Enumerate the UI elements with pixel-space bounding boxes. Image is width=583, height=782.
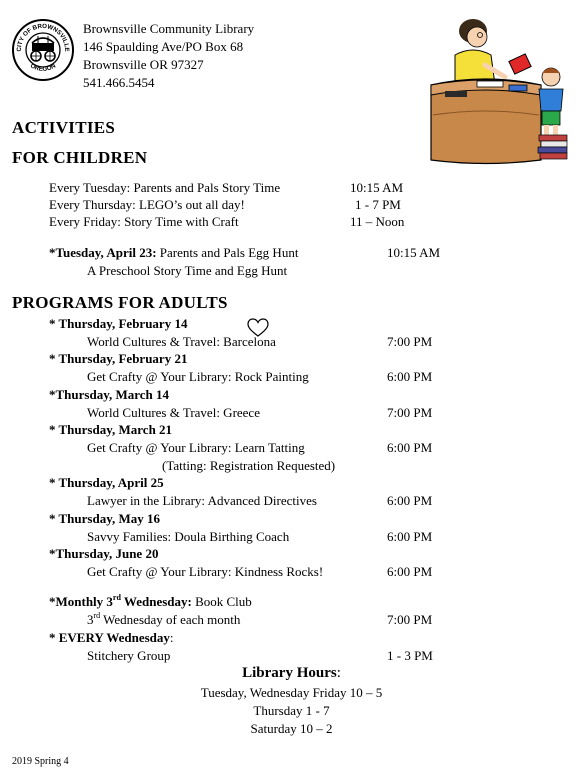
heading-for-children: FOR CHILDREN <box>12 148 148 167</box>
children-activity-text: Every Thursday: LEGO’s out all day! <box>49 197 245 212</box>
stitchery-title: Stitchery Group <box>87 648 171 663</box>
adult-program-title: Get Crafty @ Your Library: Kindness Rocks! <box>87 564 324 579</box>
city-seal-logo <box>11 18 75 82</box>
adult-program-time: 6:00 PM <box>387 369 433 384</box>
book-club-title: Book Club <box>191 594 252 609</box>
svg-text:OREGON: OREGON <box>29 62 57 73</box>
heading-programs-for-adults: PROGRAMS FOR ADULTS <box>12 293 228 312</box>
children-activity-time: 1 - 7 PM <box>355 197 401 212</box>
egg-hunt-date: *Tuesday, April 23: <box>49 245 157 260</box>
stitchery-time: 1 - 3 PM <box>387 648 433 663</box>
adult-program-date: *Thursday, June 20 <box>49 546 159 561</box>
adult-program-time: 6:00 PM <box>387 440 433 455</box>
adult-program-date: * Thursday, February 21 <box>49 351 188 366</box>
adult-program-time: 6:00 PM <box>387 529 433 544</box>
adult-program-time: 7:00 PM <box>387 334 433 349</box>
children-activity-time: 10:15 AM <box>350 180 404 195</box>
adult-program-title: Get Crafty @ Your Library: Rock Painting <box>87 369 309 384</box>
children-activity-time: 11 – Noon <box>350 214 405 229</box>
adult-program-title: World Cultures & Travel: Greece <box>87 405 260 420</box>
adult-program-title: Savvy Families: Doula Birthing Coach <box>87 529 290 544</box>
adult-program-title: Get Crafty @ Your Library: Learn Tatting <box>87 440 305 455</box>
adult-program-time: 7:00 PM <box>387 405 433 420</box>
adult-program-date: * Thursday, February 14 <box>49 316 188 331</box>
adult-program-date: *Thursday, March 14 <box>49 387 170 402</box>
library-hours-line: Saturday 10 – 2 <box>250 721 333 736</box>
stitchery-label: * EVERY Wednesday <box>49 630 170 645</box>
adult-program-title: World Cultures & Travel: Barcelona <box>87 334 276 349</box>
page-footer: 2019 Spring 4 <box>12 756 69 767</box>
book-club-label: *Monthly 3rd Wednesday: <box>49 593 192 609</box>
library-address-line-2: Brownsville OR 97327 <box>83 57 204 72</box>
book-club-line <box>49 594 252 610</box>
library-address-line-1: 146 Spaulding Ave/PO Box 68 <box>83 39 244 54</box>
library-name: Brownsville Community Library <box>83 21 255 36</box>
svg-text:CITY OF BROWNSVILLE: CITY OF BROWNSVILLE <box>15 22 71 52</box>
library-hours-line: Tuesday, Wednesday Friday 10 – 5 <box>200 685 383 700</box>
egg-hunt-title: Parents and Pals Egg Hunt <box>156 245 299 260</box>
egg-hunt-time: 10:15 AM <box>387 245 441 260</box>
book-club-time: 7:00 PM <box>387 612 433 627</box>
library-hours-line: Thursday 1 - 7 <box>253 703 330 718</box>
adult-program-title: Lawyer in the Library: Advanced Directives <box>87 493 317 508</box>
library-phone: 541.466.5454 <box>83 75 155 90</box>
adult-program-time: 6:00 PM <box>387 493 433 508</box>
adult-program-time: 6:00 PM <box>387 564 433 579</box>
library-hours-title: Library Hours: <box>242 665 341 681</box>
children-activity-text: Every Tuesday: Parents and Pals Story Time <box>49 180 281 195</box>
children-activity-text: Every Friday: Story Time with Craft <box>49 214 239 229</box>
adult-program-date: * Thursday, April 25 <box>49 475 164 490</box>
book-club-schedule: 3rd Wednesday of each month <box>87 611 241 627</box>
adult-program-date: * Thursday, May 16 <box>49 511 161 526</box>
egg-hunt-line <box>49 245 298 261</box>
adult-program-note: (Tatting: Registration Requested) <box>162 458 336 473</box>
librarian-clipart-image <box>425 15 575 167</box>
adult-program-date: * Thursday, March 21 <box>49 422 173 437</box>
egg-hunt-subtitle: A Preschool Story Time and Egg Hunt <box>87 263 288 278</box>
heading-activities: ACTIVITIES <box>12 118 116 137</box>
stitchery-label-line: * EVERY Wednesday: <box>49 630 174 645</box>
